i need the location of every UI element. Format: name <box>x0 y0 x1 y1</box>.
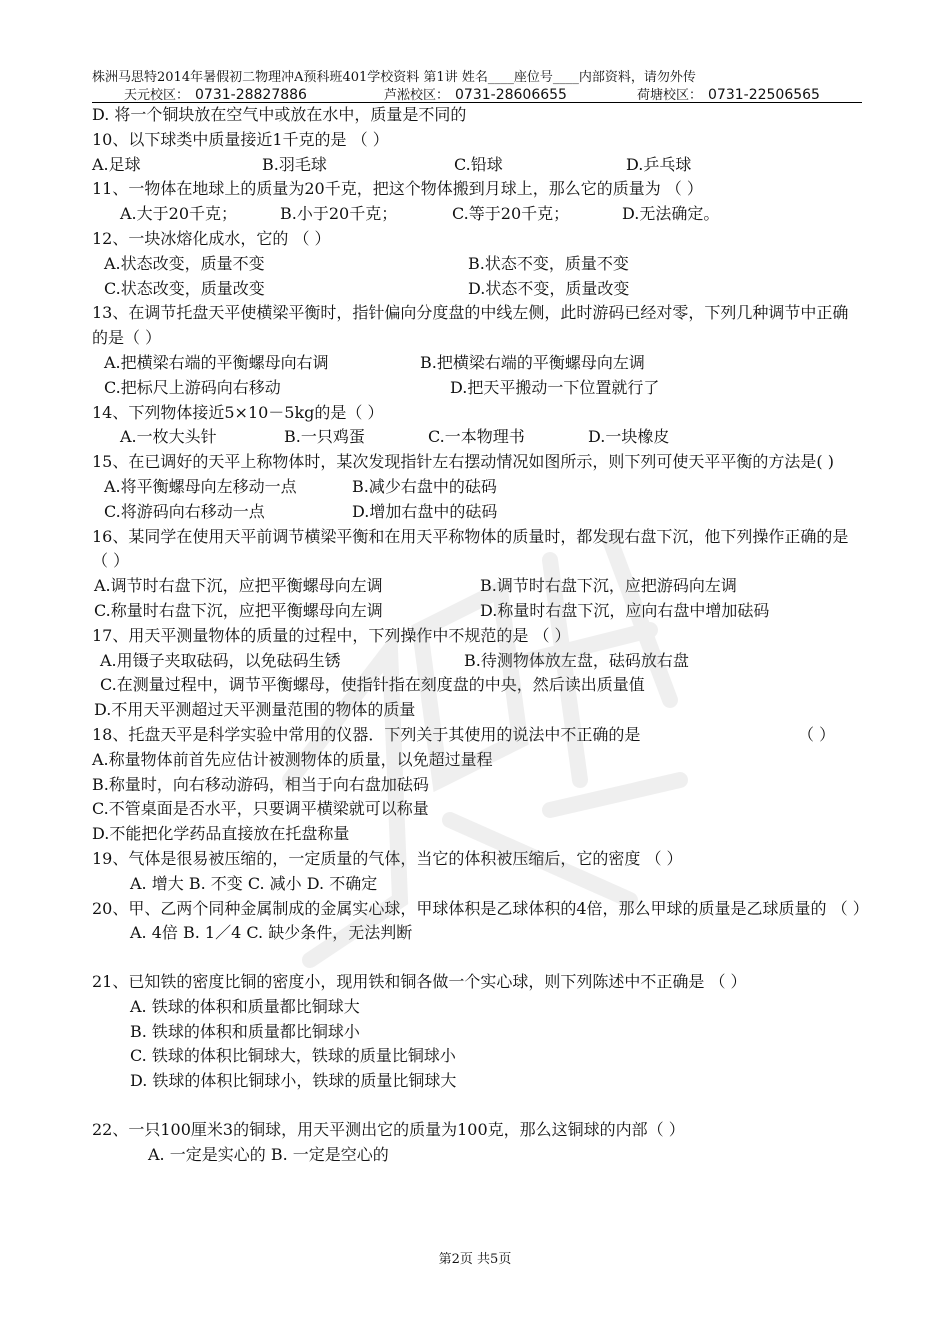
q14-option-c: C.一本物理书 <box>428 427 525 447</box>
q11-stem: 11、一物体在地球上的质量为20千克，把这个物体搬到月球上，那么它的质量为 （ ） <box>92 179 703 199</box>
q17-option-b: B.待测物体放左盘，砝码放右盘 <box>464 650 689 670</box>
q21-option-c: C. 铁球的体积比铜球大，铁球的质量比铜球小 <box>130 1046 456 1066</box>
q15-option-b: B.减少右盘中的砝码 <box>352 476 497 496</box>
q15-options-row1 <box>92 475 862 500</box>
q11-option-a: A.大于20千克； <box>120 204 238 224</box>
q14-stem: 14、下列物体接近5×10－5kg的是（ ） <box>92 402 384 422</box>
q14-option-a: A.一枚大头针 <box>120 427 217 447</box>
q11-option-c: C.等于20千克； <box>452 204 570 224</box>
header-campuses <box>92 84 862 103</box>
q21-option-d: D. 铁球的体积比铜球小，铁球的质量比铜球大 <box>130 1071 457 1091</box>
q18-answer-paren: （ ） <box>798 724 836 744</box>
q13-options-row1 <box>92 351 862 376</box>
q19-stem: 19、气体是很易被压缩的，一定质量的气体，当它的体积被压缩后，它的密度 （ ） <box>92 848 683 868</box>
q13-options-row2 <box>92 376 862 401</box>
q18-option-c: C.不管桌面是否水平，只要调平横梁就可以称量 <box>92 799 429 819</box>
q16-stem: 16、某同学在使用天平前调节横梁平衡和在用天平称物体的质量时，都发现右盘下沉，他下列操作正确的是 （ ） <box>92 526 849 571</box>
q10-stem: 10、以下球类中质量接近1千克的是 （ ） <box>92 129 389 149</box>
q17-option-c: C.在测量过程中，调节平衡螺母，使指针指在刻度盘的中央，然后读出质量值 <box>100 675 645 695</box>
q11-option-d: D.无法确定。 <box>622 204 720 224</box>
q12-option-d: D.状态不变，质量改变 <box>468 278 630 298</box>
q15-options-row2 <box>92 500 862 525</box>
q16-option-b: B.调节时右盘下沉，应把游码向左调 <box>480 576 737 596</box>
q18-option-a: A.称量物体前首先应估计被测物体的质量，以免超过量程 <box>92 749 493 769</box>
q10-option-c: C.铅球 <box>454 154 503 174</box>
q15-stem: 15、在已调好的天平上称物体时，某次发现指针左右摆动情况如图所示，则下列可使天平平衡的方法是( ) <box>92 452 834 472</box>
q13-option-d: D.把天平搬动一下位置就行了 <box>450 377 660 397</box>
q22-options: A. 一定是实心的 B. 一定是空心的 <box>148 1144 389 1164</box>
q13-option-b: B.把横梁右端的平衡螺母向左调 <box>420 352 645 372</box>
q9-option-d: D. 将一个铜块放在空气中或放在水中，质量是不同的 <box>92 105 467 124</box>
q17-options-row1 <box>92 649 862 674</box>
q18-option-d: D.不能把化学药品直接放在托盘称量 <box>92 824 350 844</box>
q14-options <box>92 425 862 450</box>
q18-stem: 18、托盘天平是科学实验中常用的仪器．下列关于其使用的说法中不正确的是 <box>92 724 641 744</box>
q20-options: A. 4倍 B. 1／4 C. 缺少条件，无法判断 <box>130 923 413 943</box>
q14-option-b: B.一只鸡蛋 <box>284 427 365 447</box>
q10-option-b: B.羽毛球 <box>262 154 327 174</box>
q16-option-c: C.称量时右盘下沉，应把平衡螺母向左调 <box>94 600 383 620</box>
q16-options-row1 <box>92 574 862 599</box>
q10-option-a: A.足球 <box>92 154 141 174</box>
q17-stem: 17、用天平测量物体的质量的过程中，下列操作中不规范的是 （ ） <box>92 625 571 645</box>
q12-option-a: A.状态改变，质量不变 <box>104 253 265 273</box>
header-title: 株洲马思特2014年暑假初二物理冲A预科班401学校资料 第1讲 姓名____座位号____内部资料，请勿外传 <box>92 70 696 85</box>
campus-hetang: 荷塘校区： 0731-22506565 <box>637 87 820 103</box>
q11-option-b: B.小于20千克； <box>280 204 398 224</box>
question-list <box>92 103 869 1168</box>
q12-stem: 12、一块冰熔化成水，它的 （ ） <box>92 228 331 248</box>
q21-option-b: B. 铁球的体积和质量都比铜球小 <box>130 1021 360 1041</box>
q11-options <box>92 202 862 227</box>
q13-stem: 13、在调节托盘天平使横梁平衡时，指针偏向分度盘的中线左侧，此时游码已经对零，下列几种调节中正确的是（ ） <box>92 303 849 348</box>
q17-option-a: A.用镊子夹取砝码，以免砝码生锈 <box>100 650 341 670</box>
q21-stem: 21、已知铁的密度比铜的密度小，现用铁和铜各做一个实心球，则下列陈述中不正确是 （ ） <box>92 972 747 992</box>
q18-option-b: B.称量时，向右移动游码，相当于向右盘加砝码 <box>92 774 429 794</box>
q14-option-d: D.一块橡皮 <box>588 427 670 447</box>
q12-option-b: B.状态不变，质量不变 <box>468 253 629 273</box>
q15-option-a: A.将平衡螺母向左移动一点 <box>104 476 297 496</box>
q15-option-d: D.增加右盘中的砝码 <box>352 501 498 521</box>
q10-options <box>92 153 862 178</box>
q19-options: A. 增大 B. 不变 C. 减小 D. 不确定 <box>130 873 378 893</box>
q10-option-d: D.乒乓球 <box>626 154 692 174</box>
q16-option-d: D.称量时右盘下沉，应向右盘中增加砝码 <box>480 600 770 620</box>
q18-stem-row <box>92 723 862 748</box>
q17-option-d: D.不用天平测超过天平测量范围的物体的质量 <box>94 700 416 720</box>
q21-option-a: A. 铁球的体积和质量都比铜球大 <box>130 996 360 1016</box>
campus-tianyuan: 天元校区： 0731-28827886 <box>124 87 307 103</box>
q16-option-a: A.调节时右盘下沉，应把平衡螺母向左调 <box>94 576 383 596</box>
q15-option-c: C.将游码向右移动一点 <box>104 501 265 521</box>
q13-option-a: A.把横梁右端的平衡螺母向右调 <box>104 352 329 372</box>
q12-options-row1 <box>92 252 862 277</box>
q12-option-c: C.状态改变，质量改变 <box>104 278 265 298</box>
page-footer: 第2页 共5页 <box>438 1252 512 1267</box>
q20-stem: 20、甲、乙两个同种金属制成的金属实心球，甲球体积是乙球体积的4倍，那么甲球的质量是乙球质量的 （ ） <box>92 898 869 918</box>
q16-options-row2 <box>92 599 862 624</box>
campus-lusong: 芦淞校区： 0731-28606655 <box>384 87 567 103</box>
q22-stem: 22、一只100厘米3的铜球，用天平测出它的质量为100克，那么这铜球的内部（ ） <box>92 1120 685 1140</box>
q13-option-c: C.把标尺上游码向右移动 <box>104 377 281 397</box>
q12-options-row2 <box>92 277 862 302</box>
